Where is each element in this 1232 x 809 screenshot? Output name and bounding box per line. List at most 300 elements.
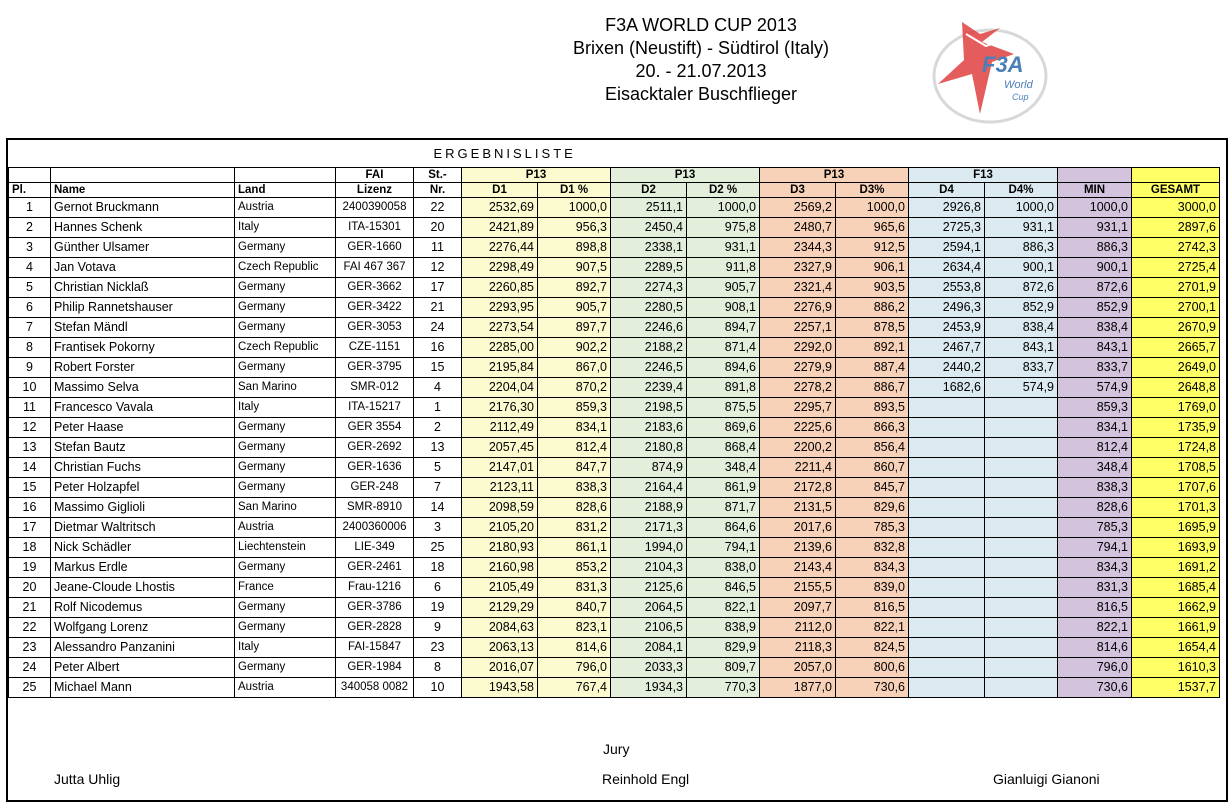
cell-d2-pct: 911,8	[687, 257, 760, 277]
cell-min: 730,6	[1058, 677, 1132, 697]
cell-name: Robert Forster	[51, 357, 235, 377]
cell-d1: 2293,95	[462, 297, 538, 317]
cell-d2: 2198,5	[611, 397, 687, 417]
col-d4: D4	[909, 182, 985, 197]
cell-name: Francesco Vavala	[51, 397, 235, 417]
cell-d4-pct	[985, 437, 1058, 457]
cell-d4	[909, 617, 985, 637]
cell-d4-pct	[985, 517, 1058, 537]
cell-pl: 15	[9, 477, 51, 497]
table-row	[9, 317, 1220, 337]
cell-pl: 24	[9, 657, 51, 677]
cell-d4: 2634,4	[909, 257, 985, 277]
cell-d3-pct: 866,3	[836, 417, 909, 437]
cell-d3: 2279,9	[760, 357, 836, 377]
cell-pl: 14	[9, 457, 51, 477]
cell-d2: 2246,5	[611, 357, 687, 377]
col-d4-pct: D4%	[985, 182, 1058, 197]
header-blank	[1132, 167, 1220, 182]
cell-d2-pct: 894,7	[687, 317, 760, 337]
cell-land: Czech Republic	[235, 257, 336, 277]
cell-fai-lizenz: GER-3662	[336, 277, 414, 297]
cell-d3-pct: 906,1	[836, 257, 909, 277]
cell-name: Peter Holzapfel	[51, 477, 235, 497]
cell-d2: 2511,1	[611, 197, 687, 217]
cell-d4: 2453,9	[909, 317, 985, 337]
cell-d2: 2450,4	[611, 217, 687, 237]
cell-d1: 2285,00	[462, 337, 538, 357]
cell-gesamt: 2649,0	[1132, 357, 1220, 377]
cell-d4-pct: 843,1	[985, 337, 1058, 357]
cell-d2-pct: 864,6	[687, 517, 760, 537]
cell-d3: 2118,3	[760, 637, 836, 657]
cell-d2: 2188,9	[611, 497, 687, 517]
group-f13: F13	[909, 167, 1058, 182]
cell-d4	[909, 517, 985, 537]
cell-d4	[909, 677, 985, 697]
cell-pl: 21	[9, 597, 51, 617]
cell-d4	[909, 477, 985, 497]
cell-d1-pct: 834,1	[538, 417, 611, 437]
cell-land: Germany	[235, 317, 336, 337]
cell-land: Liechtenstein	[235, 537, 336, 557]
cell-fai-lizenz: FAI 467 367	[336, 257, 414, 277]
cell-d4	[909, 637, 985, 657]
col-gesamt: GESAMT	[1132, 182, 1220, 197]
cell-d4-pct	[985, 417, 1058, 437]
cell-d2-pct: 894,6	[687, 357, 760, 377]
cell-land: Austria	[235, 517, 336, 537]
cell-pl: 22	[9, 617, 51, 637]
cell-d2: 2164,4	[611, 477, 687, 497]
cell-d4-pct: 872,6	[985, 277, 1058, 297]
cell-d3-pct: 785,3	[836, 517, 909, 537]
cell-d2-pct: 905,7	[687, 277, 760, 297]
cell-d2-pct: 908,1	[687, 297, 760, 317]
results-sheet	[6, 138, 1228, 802]
cell-start-nr: 7	[414, 477, 462, 497]
cell-d4	[909, 457, 985, 477]
table-row	[9, 557, 1220, 577]
cell-fai-lizenz: CZE-1151	[336, 337, 414, 357]
cell-d2-pct: 348,4	[687, 457, 760, 477]
header-blank	[1058, 167, 1132, 182]
judge-name: Gianluigi Gianoni	[993, 771, 1100, 787]
cell-fai-lizenz: GER-1660	[336, 237, 414, 257]
cell-d4-pct	[985, 477, 1058, 497]
cell-d1-pct: 853,2	[538, 557, 611, 577]
cell-d2: 2106,5	[611, 617, 687, 637]
cell-d3: 2211,4	[760, 457, 836, 477]
cell-gesamt: 1661,9	[1132, 617, 1220, 637]
cell-d1: 2276,44	[462, 237, 538, 257]
cell-d4: 2496,3	[909, 297, 985, 317]
cell-start-nr: 5	[414, 457, 462, 477]
cell-pl: 11	[9, 397, 51, 417]
col-d2-pct: D2 %	[687, 182, 760, 197]
cell-land: Germany	[235, 597, 336, 617]
cell-fai-lizenz: LIE-349	[336, 537, 414, 557]
cell-d2: 2274,3	[611, 277, 687, 297]
cell-name: Michael Mann	[51, 677, 235, 697]
cell-d2: 2033,3	[611, 657, 687, 677]
table-row	[9, 197, 1220, 217]
results-list-title: ERGEBNISLISTE	[9, 140, 1220, 167]
cell-min: 822,1	[1058, 617, 1132, 637]
cell-name: Nick Schädler	[51, 537, 235, 557]
cell-d3: 2327,9	[760, 257, 836, 277]
cell-d2: 2338,1	[611, 237, 687, 257]
cell-d4	[909, 537, 985, 557]
cell-fai-lizenz: GER-248	[336, 477, 414, 497]
cell-d4-pct: 900,1	[985, 257, 1058, 277]
cell-start-nr: 9	[414, 617, 462, 637]
cell-d2: 1934,3	[611, 677, 687, 697]
event-dates: 20. - 21.07.2013	[635, 61, 767, 81]
cell-land: Italy	[235, 397, 336, 417]
cell-d3: 2225,6	[760, 417, 836, 437]
cell-min: 1000,0	[1058, 197, 1132, 217]
cell-fai-lizenz: 2400360006	[336, 517, 414, 537]
cell-name: Christian Nicklaß	[51, 277, 235, 297]
cell-d3-pct: 834,3	[836, 557, 909, 577]
cell-d2: 2289,5	[611, 257, 687, 277]
cell-d2-pct: 1000,0	[687, 197, 760, 217]
cell-d3: 2112,0	[760, 617, 836, 637]
cell-gesamt: 1610,3	[1132, 657, 1220, 677]
cell-d3-pct: 892,1	[836, 337, 909, 357]
cell-name: Günther Ulsamer	[51, 237, 235, 257]
event-location: Brixen (Neustift) - Südtirol (Italy)	[572, 38, 830, 58]
table-row	[9, 277, 1220, 297]
cell-d2: 2104,3	[611, 557, 687, 577]
cell-min: 931,1	[1058, 217, 1132, 237]
cell-d1: 2123,11	[462, 477, 538, 497]
group-p13-d3: P13	[760, 167, 909, 182]
cell-d4-pct: 852,9	[985, 297, 1058, 317]
cell-d4	[909, 597, 985, 617]
results-rows	[9, 197, 1220, 697]
cell-pl: 5	[9, 277, 51, 297]
table-row	[9, 437, 1220, 457]
cell-d4: 2467,7	[909, 337, 985, 357]
cell-d3: 2569,2	[760, 197, 836, 217]
cell-pl: 13	[9, 437, 51, 457]
cell-name: Stefan Bautz	[51, 437, 235, 457]
cell-land: Germany	[235, 557, 336, 577]
cell-pl: 12	[9, 417, 51, 437]
cell-d2-pct: 975,8	[687, 217, 760, 237]
cell-d3: 2057,0	[760, 657, 836, 677]
cell-pl: 19	[9, 557, 51, 577]
cell-gesamt: 1708,5	[1132, 457, 1220, 477]
cell-d3-pct: 800,6	[836, 657, 909, 677]
cell-d1-pct: 861,1	[538, 537, 611, 557]
cell-d1-pct: 823,1	[538, 617, 611, 637]
cell-pl: 16	[9, 497, 51, 517]
cell-name: Stefan Mändl	[51, 317, 235, 337]
cell-pl: 3	[9, 237, 51, 257]
cell-min: 833,7	[1058, 357, 1132, 377]
cell-start-nr: 2	[414, 417, 462, 437]
cell-d3-pct: 1000,0	[836, 197, 909, 217]
cell-name: Jan Votava	[51, 257, 235, 277]
cell-min: 872,6	[1058, 277, 1132, 297]
cell-d3-pct: 860,7	[836, 457, 909, 477]
col-fai-bottom: Lizenz	[336, 182, 414, 197]
cell-start-nr: 19	[414, 597, 462, 617]
cell-d2-pct: 868,4	[687, 437, 760, 457]
cell-name: Massimo Giglioli	[51, 497, 235, 517]
cell-d2-pct: 770,3	[687, 677, 760, 697]
table-row	[9, 537, 1220, 557]
cell-d4	[909, 437, 985, 457]
cell-d3: 2292,0	[760, 337, 836, 357]
cell-gesamt: 2725,4	[1132, 257, 1220, 277]
cell-d4	[909, 417, 985, 437]
cell-d2: 2280,5	[611, 297, 687, 317]
cell-land: Germany	[235, 277, 336, 297]
cell-d1-pct: 898,8	[538, 237, 611, 257]
cell-d2-pct: 875,5	[687, 397, 760, 417]
cell-d3-pct: 878,5	[836, 317, 909, 337]
table-row	[9, 217, 1220, 237]
cell-d1-pct: 831,2	[538, 517, 611, 537]
cell-gesamt: 1662,9	[1132, 597, 1220, 617]
cell-d1-pct: 905,7	[538, 297, 611, 317]
cell-start-nr: 10	[414, 677, 462, 697]
cell-name: Markus Erdle	[51, 557, 235, 577]
col-pl: Pl.	[9, 182, 51, 197]
table-row	[9, 597, 1220, 617]
judge-name: Reinhold Engl	[602, 771, 690, 787]
cell-d4-pct	[985, 557, 1058, 577]
cell-name: Dietmar Waltritsch	[51, 517, 235, 537]
cell-fai-lizenz: 2400390058	[336, 197, 414, 217]
cell-fai-lizenz: 340058 0082	[336, 677, 414, 697]
cell-fai-lizenz: GER-3795	[336, 357, 414, 377]
cell-d4-pct	[985, 597, 1058, 617]
cell-d3-pct: 845,7	[836, 477, 909, 497]
cell-pl: 1	[9, 197, 51, 217]
cell-start-nr: 24	[414, 317, 462, 337]
cell-min: 834,1	[1058, 417, 1132, 437]
cell-pl: 18	[9, 537, 51, 557]
cell-d3: 2143,4	[760, 557, 836, 577]
table-row	[9, 397, 1220, 417]
cell-d1-pct: 812,4	[538, 437, 611, 457]
cell-min: 574,9	[1058, 377, 1132, 397]
cell-d1-pct: 1000,0	[538, 197, 611, 217]
col-fai-top: FAI	[336, 167, 414, 182]
cell-d3-pct: 839,0	[836, 577, 909, 597]
cell-d3-pct: 829,6	[836, 497, 909, 517]
cell-d4: 1682,6	[909, 377, 985, 397]
table-row	[9, 377, 1220, 397]
logo-text-world: World	[1004, 79, 1033, 91]
cell-pl: 2	[9, 217, 51, 237]
cell-name: Philip Rannetshauser	[51, 297, 235, 317]
cell-d1: 2112,49	[462, 417, 538, 437]
cell-d3-pct: 822,1	[836, 617, 909, 637]
cell-gesamt: 2670,9	[1132, 317, 1220, 337]
cell-d3: 2344,3	[760, 237, 836, 257]
cell-start-nr: 18	[414, 557, 462, 577]
cell-d1: 2084,63	[462, 617, 538, 637]
cell-pl: 9	[9, 357, 51, 377]
col-d1-pct: D1 %	[538, 182, 611, 197]
cell-d2: 2125,6	[611, 577, 687, 597]
cell-d1: 2016,07	[462, 657, 538, 677]
cell-land: Czech Republic	[235, 337, 336, 357]
table-row	[9, 237, 1220, 257]
cell-fai-lizenz: GER 3554	[336, 417, 414, 437]
cell-start-nr: 4	[414, 377, 462, 397]
cell-start-nr: 8	[414, 657, 462, 677]
header-blank	[9, 167, 51, 182]
cell-d3: 2480,7	[760, 217, 836, 237]
cell-d3: 2131,5	[760, 497, 836, 517]
cell-fai-lizenz: GER-3786	[336, 597, 414, 617]
cell-d2: 1994,0	[611, 537, 687, 557]
cell-min: 828,6	[1058, 497, 1132, 517]
table-row	[9, 577, 1220, 597]
cell-pl: 4	[9, 257, 51, 277]
cell-land: Germany	[235, 417, 336, 437]
cell-d4: 2926,8	[909, 197, 985, 217]
cell-d4-pct	[985, 637, 1058, 657]
cell-d2: 2239,4	[611, 377, 687, 397]
cell-gesamt: 2897,6	[1132, 217, 1220, 237]
col-land: Land	[235, 182, 336, 197]
col-d2: D2	[611, 182, 687, 197]
cell-d1: 2204,04	[462, 377, 538, 397]
cell-land: San Marino	[235, 497, 336, 517]
cell-name: Gernot Bruckmann	[51, 197, 235, 217]
cell-d4-pct	[985, 617, 1058, 637]
cell-d1: 2105,49	[462, 577, 538, 597]
col-d3-pct: D3%	[836, 182, 909, 197]
cell-d2: 2180,8	[611, 437, 687, 457]
cell-gesamt: 2665,7	[1132, 337, 1220, 357]
cell-d2: 2188,2	[611, 337, 687, 357]
cell-d3-pct: 832,8	[836, 537, 909, 557]
cell-min: 831,3	[1058, 577, 1132, 597]
cell-d3-pct: 903,5	[836, 277, 909, 297]
cell-gesamt: 1685,4	[1132, 577, 1220, 597]
col-d1: D1	[462, 182, 538, 197]
cell-d4	[909, 497, 985, 517]
cell-pl: 8	[9, 337, 51, 357]
cell-start-nr: 16	[414, 337, 462, 357]
cell-gesamt: 1695,9	[1132, 517, 1220, 537]
cell-gesamt: 1701,3	[1132, 497, 1220, 517]
cell-min: 794,1	[1058, 537, 1132, 557]
table-row	[9, 677, 1220, 697]
cell-pl: 7	[9, 317, 51, 337]
cell-d4-pct	[985, 397, 1058, 417]
cell-d3: 2321,4	[760, 277, 836, 297]
cell-d2-pct: 838,0	[687, 557, 760, 577]
cell-land: Germany	[235, 237, 336, 257]
cell-fai-lizenz: GER-2461	[336, 557, 414, 577]
cell-d1-pct: 892,7	[538, 277, 611, 297]
cell-gesamt: 3000,0	[1132, 197, 1220, 217]
cell-d3-pct: 856,4	[836, 437, 909, 457]
cell-start-nr: 17	[414, 277, 462, 297]
table-row	[9, 337, 1220, 357]
cell-d4: 2440,2	[909, 357, 985, 377]
cell-fai-lizenz: ITA-15301	[336, 217, 414, 237]
cell-gesamt: 1654,4	[1132, 637, 1220, 657]
group-p13-d2: P13	[611, 167, 760, 182]
cell-min: 886,3	[1058, 237, 1132, 257]
cell-d4-pct: 886,3	[985, 237, 1058, 257]
table-row	[9, 257, 1220, 277]
table-row	[9, 517, 1220, 537]
cell-fai-lizenz: FAI-15847	[336, 637, 414, 657]
cell-start-nr: 15	[414, 357, 462, 377]
cell-gesamt: 2742,3	[1132, 237, 1220, 257]
cell-d1: 2057,45	[462, 437, 538, 457]
cell-gesamt: 1537,7	[1132, 677, 1220, 697]
cell-d2: 2084,1	[611, 637, 687, 657]
cell-d3: 2097,7	[760, 597, 836, 617]
cell-d1: 2421,89	[462, 217, 538, 237]
cell-land: Italy	[235, 217, 336, 237]
cell-name: Peter Haase	[51, 417, 235, 437]
cell-d2-pct: 861,9	[687, 477, 760, 497]
cell-d1-pct: 840,7	[538, 597, 611, 617]
cell-min: 838,4	[1058, 317, 1132, 337]
cell-d4	[909, 397, 985, 417]
cell-d2-pct: 891,8	[687, 377, 760, 397]
cell-gesamt: 1735,9	[1132, 417, 1220, 437]
cell-d4-pct	[985, 577, 1058, 597]
cell-d3: 2276,9	[760, 297, 836, 317]
cell-fai-lizenz: GER-3422	[336, 297, 414, 317]
event-title: F3A WORLD CUP 2013	[605, 15, 797, 35]
col-st-top: St.-	[414, 167, 462, 182]
cell-fai-lizenz: GER-1984	[336, 657, 414, 677]
cell-d4: 2725,3	[909, 217, 985, 237]
cell-d4: 2553,8	[909, 277, 985, 297]
cell-d3: 2172,8	[760, 477, 836, 497]
cell-d4	[909, 577, 985, 597]
cell-d1: 2147,01	[462, 457, 538, 477]
cell-d1: 2180,93	[462, 537, 538, 557]
cell-fai-lizenz: GER-2692	[336, 437, 414, 457]
cell-land: Italy	[235, 637, 336, 657]
cell-d4	[909, 557, 985, 577]
cell-gesamt: 2700,1	[1132, 297, 1220, 317]
table-row	[9, 297, 1220, 317]
cell-d2: 2064,5	[611, 597, 687, 617]
cell-start-nr: 23	[414, 637, 462, 657]
col-name: Name	[51, 182, 235, 197]
cell-d3-pct: 965,6	[836, 217, 909, 237]
header-blank	[51, 167, 235, 182]
table-row	[9, 417, 1220, 437]
cell-name: Hannes Schenk	[51, 217, 235, 237]
cell-d4-pct: 838,4	[985, 317, 1058, 337]
cell-start-nr: 3	[414, 517, 462, 537]
cell-name: Jeane-Cloude Lhostis	[51, 577, 235, 597]
cell-d3: 2257,1	[760, 317, 836, 337]
cell-name: Wolfgang Lorenz	[51, 617, 235, 637]
cell-min: 816,5	[1058, 597, 1132, 617]
cell-start-nr: 20	[414, 217, 462, 237]
